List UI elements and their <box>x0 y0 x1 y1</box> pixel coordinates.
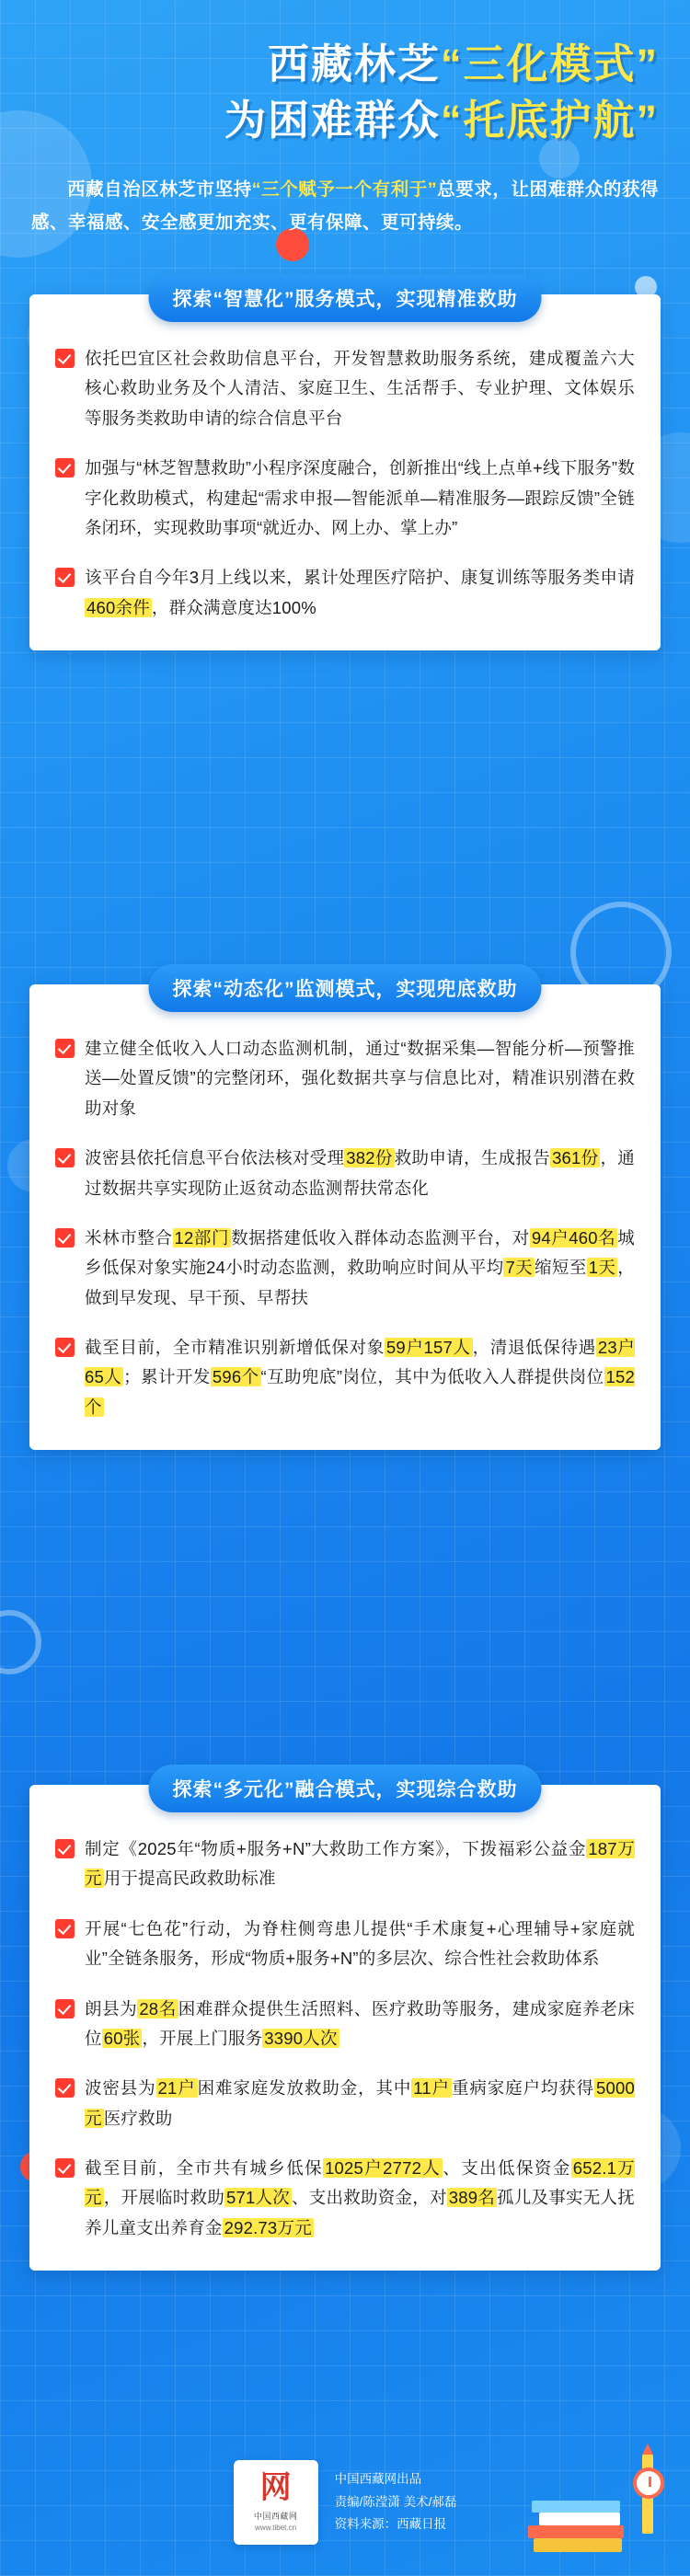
text-segment: 数据搭建低收入群体动态监测平台，对 <box>231 1227 530 1248</box>
highlighted-figure: 1天 <box>588 1258 616 1278</box>
bullet-item <box>55 2154 635 2243</box>
section-card-1 <box>29 289 661 650</box>
highlighted-figure: 3390人次 <box>264 2028 338 2048</box>
subtitle-quote: “三个赋予一个有利于” <box>251 178 438 200</box>
text-segment: 开展“七色花”行动，为脊柱侧弯患儿提供“手术康复+心理辅导+家庭就业”全链条服务，形成“物质+服务+N”的多层次、综合性社会救助体系 <box>85 1918 635 1969</box>
books-illustration <box>521 2442 659 2552</box>
section-items-2 <box>55 1034 635 1422</box>
bullet-text <box>85 1834 635 1894</box>
credit-line-2: 责编/陈滢潇 美术/郝磊 <box>334 2494 457 2509</box>
highlighted-figure: 23户65人 <box>85 1338 635 1387</box>
page-title-line-2 <box>31 93 659 149</box>
bullet-item <box>55 1834 635 1894</box>
text-segment: 波密县依托信息平台依法核对受理 <box>85 1148 345 1168</box>
section-heading-3: 探索“多元化”融合模式，实现综合救助 <box>149 1765 542 1812</box>
clock-icon <box>633 2467 664 2499</box>
section-card-3 <box>29 1779 661 2271</box>
highlighted-figure: 152个 <box>85 1367 635 1417</box>
highlighted-figure: 60张 <box>103 2028 141 2048</box>
check-icon <box>55 1999 75 2018</box>
text-segment: 缩短至 <box>535 1258 587 1278</box>
poster-header <box>0 37 690 239</box>
text-segment: ，通过数据共享实现防止返贫动态监测帮扶常态化 <box>85 1148 635 1198</box>
logo-caption: 中国西藏网 <box>253 2512 298 2521</box>
page-subtitle <box>31 173 659 239</box>
bullet-item <box>55 344 635 433</box>
highlighted-figure: 28名 <box>139 1998 177 2018</box>
text-segment: ，开展临时救助 <box>103 2188 224 2208</box>
highlighted-figure: 5000元 <box>85 2078 635 2128</box>
credit-line-1: 中国西藏网出品 <box>334 2471 422 2486</box>
highlighted-figure: 94户460名 <box>531 1227 616 1248</box>
highlighted-figure: 21户 <box>157 2078 196 2099</box>
bullet-item <box>55 454 635 543</box>
bullet-item <box>55 2074 635 2133</box>
bullet-item <box>55 1144 635 1203</box>
bullet-text <box>85 1333 635 1422</box>
highlighted-figure: 382份 <box>346 1148 393 1168</box>
bullet-text <box>85 2154 635 2243</box>
logo-mark: 网 <box>259 2471 292 2505</box>
logo-url: www.tibet.cn <box>255 2524 297 2532</box>
highlighted-figure: 292.73万元 <box>224 2217 312 2237</box>
check-icon <box>55 1148 75 1167</box>
highlighted-figure: 7天 <box>505 1258 534 1278</box>
book-icon <box>528 2525 624 2538</box>
check-icon <box>55 458 75 477</box>
title-highlight-1: “三化模式” <box>440 40 659 87</box>
text-segment: “互助兜底”岗位，其中为低收入人群提供岗位 <box>260 1367 604 1387</box>
title-plain-2: 为困难群众 <box>224 96 441 144</box>
subtitle-part-b: 总要求，让困难群众的获得感、幸福感、安全感更加充实、更有保障、更可持续。 <box>31 178 659 233</box>
bullet-item <box>55 563 635 623</box>
text-segment: 城乡低保对象实施24小时动态监测，救助响应时间从平均 <box>85 1227 635 1278</box>
book-icon <box>539 2513 620 2525</box>
text-segment: 孤儿及事实无人抚养儿童支出养育金 <box>85 2188 635 2237</box>
text-segment: 截至目前，全市共有城乡低保 <box>85 2158 324 2178</box>
section-items-3 <box>55 1834 635 2243</box>
footer-credits <box>335 2468 457 2537</box>
highlighted-figure: 11户 <box>413 2078 450 2099</box>
book-icon <box>534 2538 622 2552</box>
bullet-text <box>85 2074 635 2133</box>
highlighted-figure: 361份 <box>552 1148 599 1168</box>
text-segment: ，群众满意度达100% <box>151 597 316 617</box>
check-icon <box>55 1338 75 1357</box>
highlighted-figure: 460余件 <box>86 597 150 617</box>
publisher-logo <box>234 2460 318 2545</box>
bullet-text <box>85 1915 635 1974</box>
text-segment: 截至目前，全市精准识别新增低保对象 <box>85 1338 385 1357</box>
highlighted-figure: 187万元 <box>85 1839 636 1889</box>
check-icon <box>55 1839 75 1858</box>
poster-footer <box>0 2401 690 2576</box>
bullet-item <box>55 1224 635 1313</box>
bullet-text <box>85 454 635 543</box>
book-icon <box>532 2501 620 2513</box>
highlighted-figure: 652.1万元 <box>85 2158 636 2208</box>
text-segment: ，清退低保待遇 <box>472 1338 596 1357</box>
text-segment: 救助申请，生成报告 <box>394 1148 551 1168</box>
check-icon <box>55 2158 75 2178</box>
decorative-ring <box>0 1610 41 1674</box>
text-segment: 米林市整合 <box>85 1227 173 1248</box>
check-icon <box>55 1228 75 1248</box>
credit-line-3: 资料来源：西藏日报 <box>334 2517 447 2532</box>
text-segment: 制定《2025年“物质+服务+N”大救助工作方案》，下拨福彩公益金 <box>85 1839 587 1858</box>
section-items-1 <box>55 344 635 623</box>
text-segment: 、支出低保资金 <box>443 2158 571 2178</box>
bullet-text <box>85 1995 635 2054</box>
bullet-item <box>55 1915 635 1974</box>
bullet-item <box>55 1034 635 1123</box>
highlighted-figure: 389名 <box>448 2188 496 2208</box>
bullet-text <box>85 563 635 623</box>
text-segment: 医疗救助 <box>103 2108 173 2128</box>
bullet-item <box>55 1333 635 1422</box>
highlighted-figure: 1025户2772人 <box>325 2158 442 2178</box>
highlighted-figure: 59户157人 <box>385 1338 471 1357</box>
bullet-text <box>85 1144 635 1203</box>
title-highlight-2: “托底护航” <box>440 96 659 144</box>
text-segment: 困难家庭发放救助金，其中 <box>197 2078 412 2099</box>
text-segment: ，做到早发现、早干预、早帮扶 <box>85 1258 635 1307</box>
check-icon <box>55 1039 75 1058</box>
bullet-item <box>55 1995 635 2054</box>
highlighted-figure: 12部门 <box>174 1227 230 1248</box>
highlighted-figure: 571人次 <box>226 2188 291 2208</box>
check-icon <box>55 1919 75 1938</box>
text-segment: 用于提高民政救助标准 <box>103 1869 276 1889</box>
check-icon <box>55 2078 75 2098</box>
check-icon <box>55 349 75 368</box>
bullet-text <box>85 1034 635 1123</box>
text-segment: 建立健全低收入人口动态监测机制，通过“数据采集—智能分析—预警推送—处置反馈”的完整闭环，强化数据共享与信息比对，精准识别潜在救助对象 <box>85 1039 635 1118</box>
section-heading-2: 探索“动态化”监测模式，实现兜底救助 <box>149 964 542 1012</box>
text-segment: 加强与“林芝智慧救助”小程序深度融合，创新推出“线上点单+线下服务”数字化救助模式，构建起“需求申报—智能派单—精准服务—跟踪反馈”全链条闭环，实现救助事项“就近办、网上办、掌上办” <box>85 458 635 537</box>
bullet-text <box>85 1224 635 1313</box>
title-plain-1: 西藏林芝 <box>267 40 441 87</box>
text-segment: 朗县为 <box>85 1998 138 2018</box>
highlighted-figure: 596个 <box>212 1367 259 1387</box>
text-segment: 重病家庭户均获得 <box>451 2078 595 2099</box>
section-heading-1: 探索“智慧化”服务模式，实现精准救助 <box>149 274 542 322</box>
text-segment: 波密县为 <box>85 2078 156 2099</box>
text-segment: 该平台自今年3月上线以来，累计处理医疗陪护、康复训练等服务类申请 <box>85 568 635 588</box>
subtitle-part-a: 西藏自治区林芝市坚持 <box>67 178 252 200</box>
bullet-text <box>85 344 635 433</box>
text-segment: 依托巴宜区社会救助信息平台，开发智慧救助服务系统，建成覆盖六大核心救助业务及个人清洁、家庭卫生、生活帮手、专业护理、文体娱乐等服务类救助申请的综合信息平台 <box>85 349 635 428</box>
page-title-line-1 <box>31 37 659 93</box>
text-segment: ；累计开发 <box>123 1367 211 1387</box>
text-segment: 、支出救助资金，对 <box>292 2188 447 2208</box>
section-card-2 <box>29 979 661 1450</box>
check-icon <box>55 568 75 587</box>
text-segment: 困难群众提供生活照料、医疗救助等服务，建成家庭养老床位 <box>85 1998 635 2048</box>
text-segment: ，开展上门服务 <box>142 2028 263 2048</box>
